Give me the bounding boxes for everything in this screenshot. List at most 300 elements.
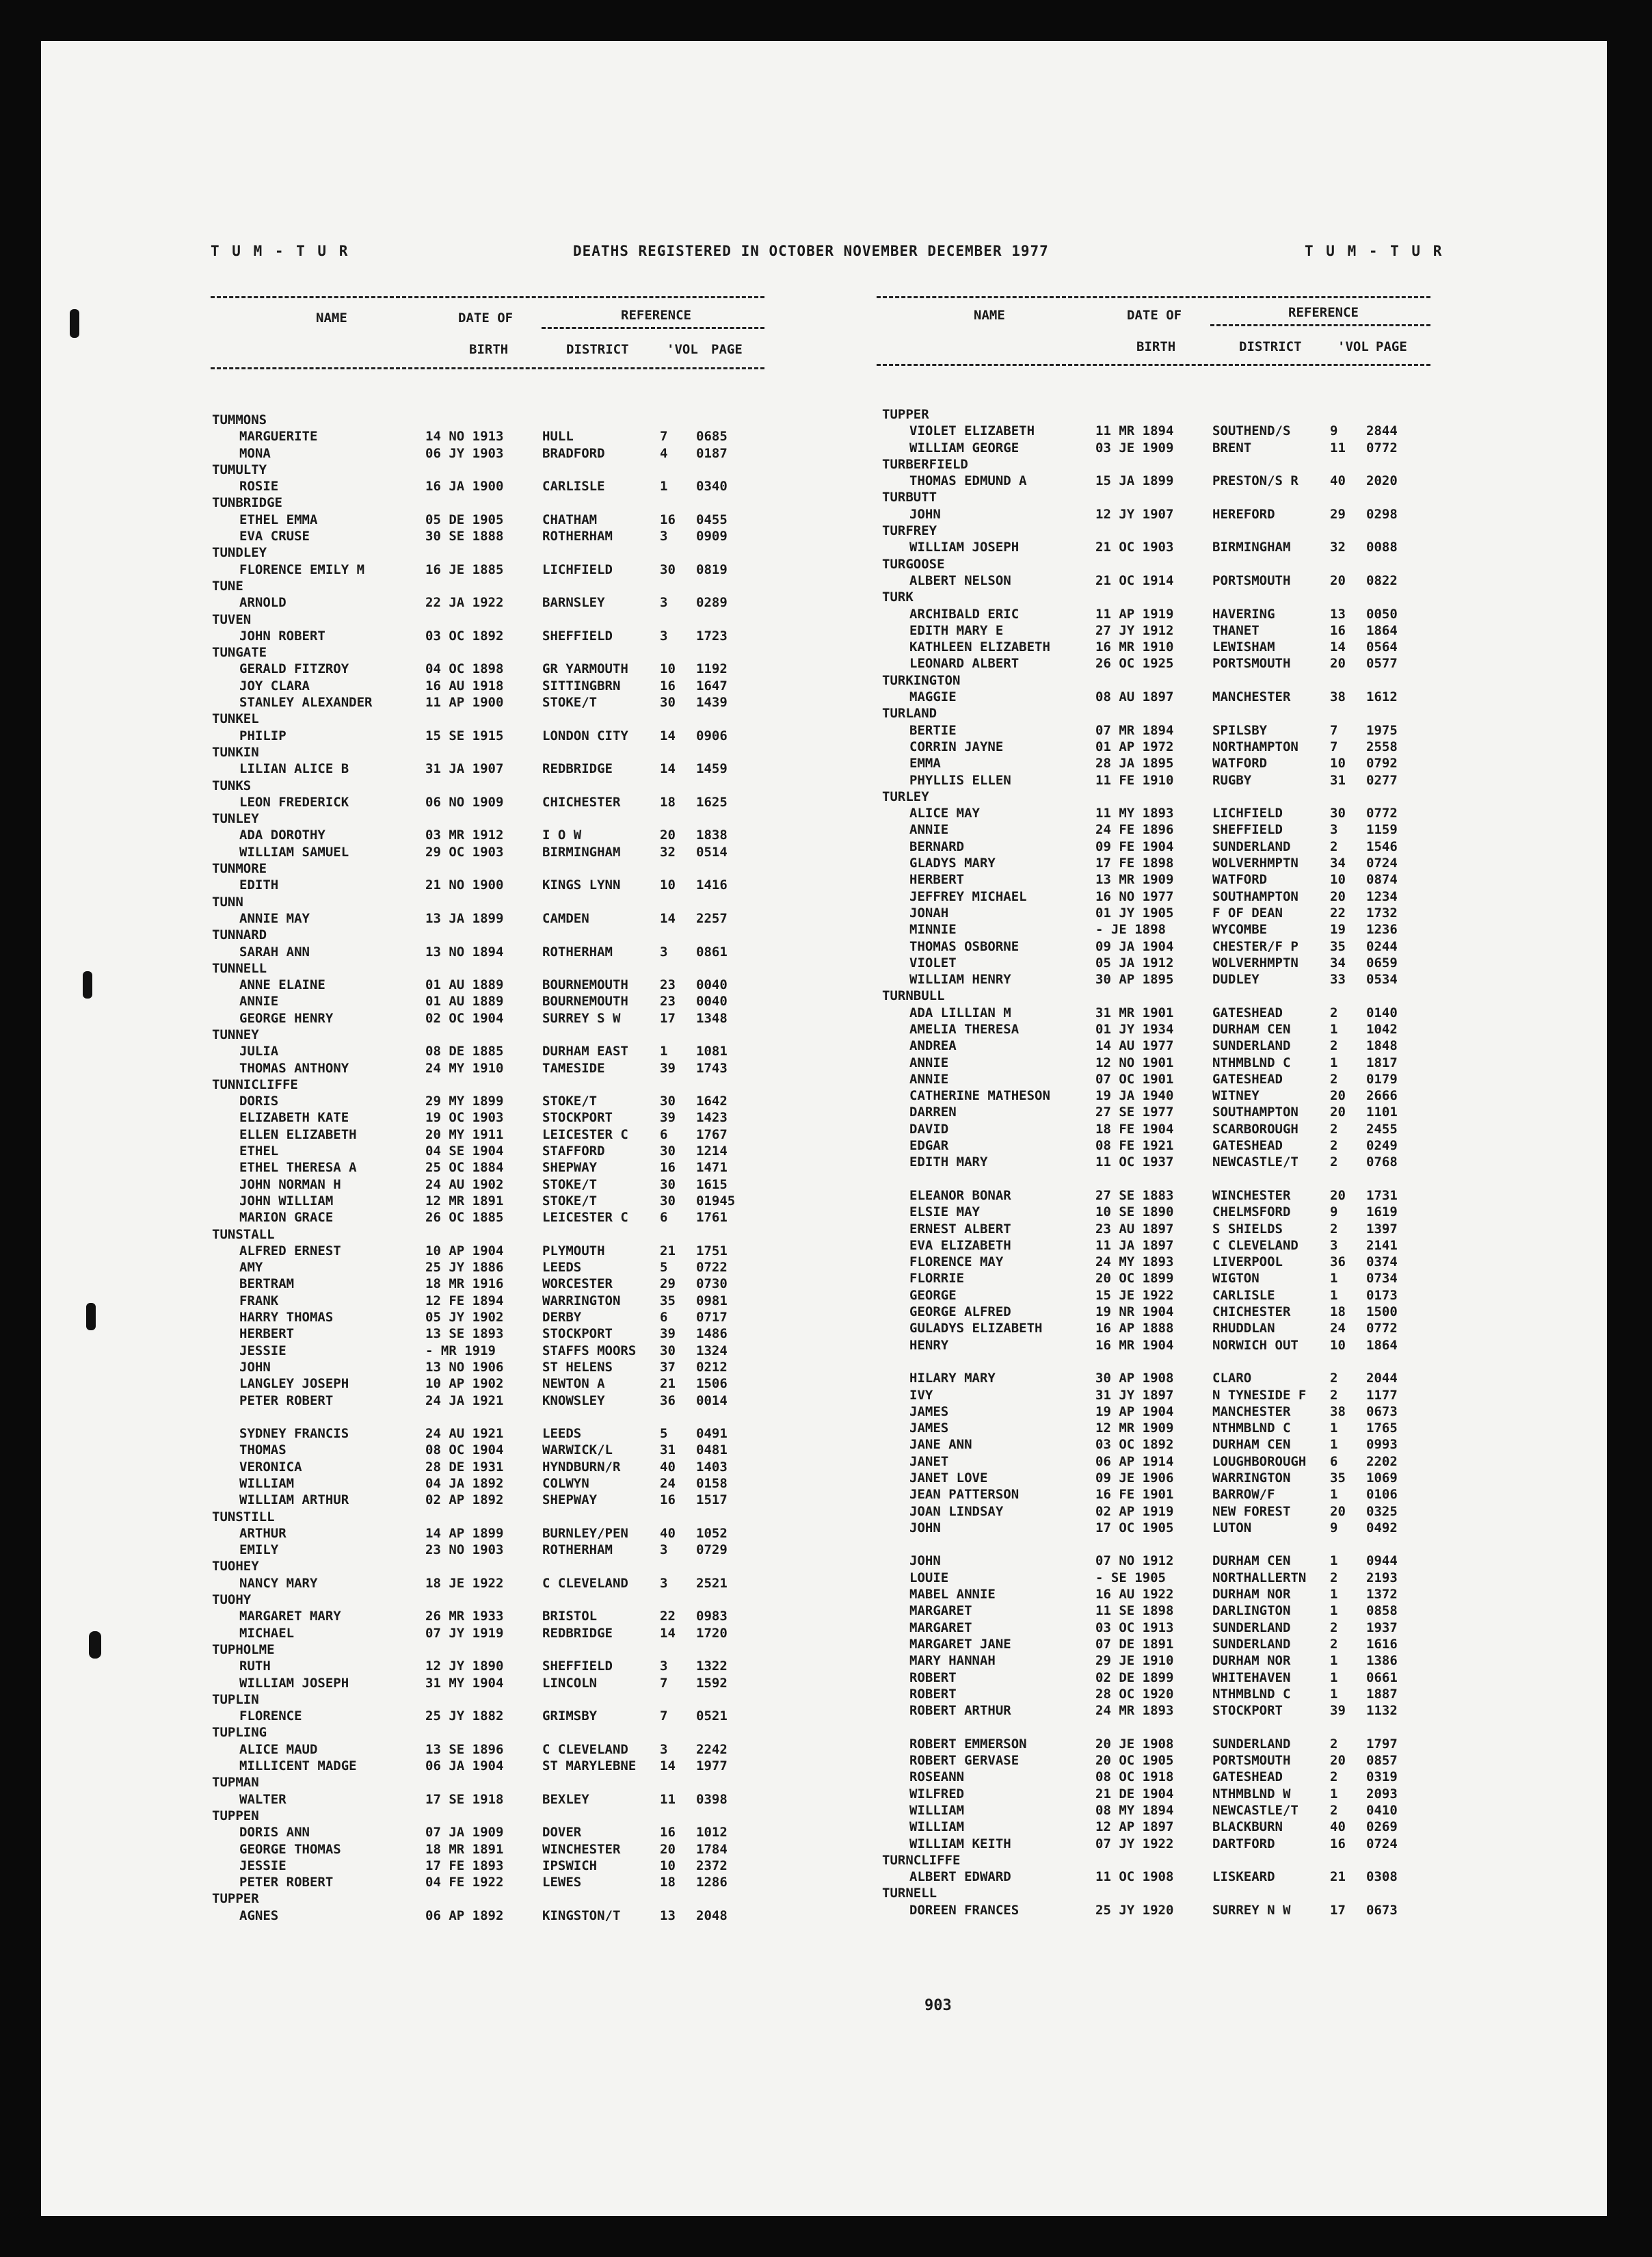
volume: 39 (660, 1326, 676, 1342)
district: SHEFFIELD (542, 628, 613, 644)
forenames: JAMES (909, 1421, 949, 1436)
date-of-birth: 03 JE 1909 (1095, 440, 1174, 456)
date-of-birth: 03 MR 1912 (425, 828, 504, 843)
volume: 3 (660, 628, 668, 644)
district: SCARBOROUGH (1212, 1121, 1298, 1137)
forenames: MARGUERITE (239, 429, 318, 445)
forenames: FLORRIE (909, 1271, 965, 1286)
forenames: JANET (909, 1453, 949, 1469)
district: STOKE/T (542, 1193, 598, 1209)
page-ref: 1286 (696, 1875, 728, 1890)
date-of-birth: 29 JE 1910 (1095, 1653, 1174, 1669)
district: SUNDERLAND (1212, 1620, 1291, 1635)
date-of-birth: 16 AU 1922 (1095, 1587, 1174, 1602)
forenames: JULIA (239, 1044, 279, 1059)
page-ref: 0722 (696, 1260, 728, 1276)
page-ref: 0244 (1366, 938, 1398, 954)
district: HYNDBURN/R (542, 1459, 621, 1475)
page-ref: 0481 (696, 1442, 728, 1458)
forenames: MAGGIE (909, 689, 957, 705)
page-ref: 0088 (1366, 540, 1398, 555)
page-ref: 0534 (1366, 972, 1398, 988)
page-ref: 1848 (1366, 1038, 1398, 1054)
forenames: ROBERT GERVASE (909, 1753, 1020, 1769)
forenames: MARGARET JANE (909, 1636, 1011, 1652)
date-of-birth: 01 JY 1905 (1095, 905, 1174, 921)
district: DARTFORD (1212, 1836, 1275, 1851)
page-ref: 0514 (696, 844, 728, 860)
district: HAVERING (1212, 606, 1275, 622)
forenames: THOMAS EDMUND A (909, 473, 1027, 489)
district: SHEPWAY (542, 1492, 598, 1508)
volume: 2 (1330, 1071, 1338, 1087)
volume: 1 (1330, 1421, 1338, 1436)
forenames: LANGLEY JOSEPH (239, 1376, 349, 1392)
forenames: JANET LOVE (909, 1470, 988, 1486)
date-of-birth: 10 SE 1890 (1095, 1204, 1174, 1220)
forenames: RUTH (239, 1659, 271, 1674)
left-heading-vol: 'VOL (667, 342, 698, 357)
volume: 20 (1330, 1187, 1346, 1203)
page-ref: 2193 (1366, 1570, 1398, 1585)
forenames: WILLIAM KEITH (909, 1836, 1011, 1851)
page-ref: 1743 (696, 1060, 728, 1076)
page-ref: 1615 (696, 1176, 728, 1192)
date-of-birth: 19 JA 1940 (1095, 1088, 1174, 1104)
district: SPILSBY (1212, 722, 1268, 738)
district: N TYNESIDE F (1212, 1387, 1307, 1403)
surname: TUOHEY (212, 1559, 259, 1574)
date-of-birth: 25 JY 1886 (425, 1260, 504, 1276)
forenames: MINNIE (909, 922, 957, 938)
forenames: JONAH (909, 905, 949, 921)
surname: TUMMONS (212, 412, 267, 427)
forenames: JOHN (909, 1520, 941, 1535)
page-ref: 1234 (1366, 888, 1398, 904)
page-ref: 1069 (1366, 1470, 1398, 1486)
forenames: JOAN LINDSAY (909, 1503, 1004, 1519)
page-ref: 0734 (1366, 1271, 1398, 1286)
page-ref: 1397 (1366, 1221, 1398, 1237)
district: LOUGHBOROUGH (1212, 1453, 1307, 1469)
date-of-birth: 02 AP 1892 (425, 1492, 504, 1508)
forenames: JOY CLARA (239, 678, 310, 694)
forenames: ANNIE (909, 1055, 949, 1070)
date-of-birth: 29 MY 1899 (425, 1094, 504, 1109)
forenames: ANDREA (909, 1038, 957, 1054)
right-heading-reference: REFERENCE (1288, 305, 1359, 320)
page-ref: 0661 (1366, 1669, 1398, 1685)
district: NORTHAMPTON (1212, 739, 1298, 754)
date-of-birth: 20 OC 1899 (1095, 1271, 1174, 1286)
district: PORTSMOUTH (1212, 572, 1291, 588)
district: RUGBY (1212, 772, 1252, 788)
date-of-birth: 19 NR 1904 (1095, 1304, 1174, 1320)
page-ref: 0340 (696, 479, 728, 494)
volume: 1 (1330, 1487, 1338, 1503)
district: DURHAM NOR (1212, 1653, 1291, 1669)
volume: 1 (1330, 1587, 1338, 1602)
volume: 1 (1330, 1553, 1338, 1569)
date-of-birth: 18 JE 1922 (425, 1575, 504, 1591)
district: ROTHERHAM (542, 1542, 613, 1558)
page-ref: 0140 (1366, 1005, 1398, 1020)
volume: 14 (660, 1625, 676, 1641)
surname: TURNCLIFFE (882, 1852, 961, 1868)
right-heading-rule-top (877, 296, 1430, 298)
page-ref: 0909 (696, 529, 728, 544)
forenames: THOMAS ANTHONY (239, 1060, 349, 1076)
date-of-birth: 23 AU 1897 (1095, 1221, 1174, 1237)
district: BARNSLEY (542, 595, 605, 611)
district: CHICHESTER (1212, 1304, 1291, 1320)
district: LICHFIELD (1212, 806, 1283, 821)
date-of-birth: 15 JA 1899 (1095, 473, 1174, 489)
volume: 30 (660, 1343, 676, 1358)
volume: 18 (660, 1875, 676, 1890)
volume: 31 (1330, 772, 1346, 788)
surname: TUNKIN (212, 744, 259, 760)
page-ref: 2141 (1366, 1237, 1398, 1253)
date-of-birth: 26 OC 1885 (425, 1210, 504, 1226)
page-ref: 1517 (696, 1492, 728, 1508)
page-ref: 1864 (1366, 1337, 1398, 1353)
date-of-birth: 24 MY 1893 (1095, 1254, 1174, 1270)
date-of-birth: 25 JY 1920 (1095, 1902, 1174, 1918)
volume: 2 (1330, 1005, 1338, 1020)
district: S SHIELDS (1212, 1221, 1283, 1237)
date-of-birth: 08 MY 1894 (1095, 1802, 1174, 1818)
forenames: HILARY MARY (909, 1371, 996, 1386)
date-of-birth: 04 SE 1904 (425, 1144, 504, 1159)
volume: 16 (660, 1160, 676, 1176)
volume: 20 (660, 1841, 676, 1857)
page-ref: 2844 (1366, 423, 1398, 439)
forenames: ETHEL EMMA (239, 512, 318, 527)
date-of-birth: - MR 1919 (425, 1343, 496, 1358)
forenames: PETER ROBERT (239, 1875, 334, 1890)
volume: 37 (660, 1359, 676, 1375)
date-of-birth: 15 SE 1915 (425, 728, 504, 743)
page-ref: 0564 (1366, 639, 1398, 655)
page-ref: 1459 (696, 761, 728, 777)
forenames: GEORGE (909, 1287, 957, 1303)
volume: 30 (660, 1176, 676, 1192)
forenames: HERBERT (239, 1326, 295, 1342)
volume: 7 (660, 429, 668, 445)
page-ref: 0983 (696, 1609, 728, 1624)
volume: 10 (1330, 872, 1346, 888)
forenames: VERONICA (239, 1459, 302, 1475)
forenames: MILLICENT MADGE (239, 1758, 357, 1774)
date-of-birth: 07 NO 1912 (1095, 1553, 1174, 1569)
volume: 36 (660, 1393, 676, 1408)
right-heading-page: PAGE (1376, 339, 1407, 354)
district: STOKE/T (542, 695, 598, 711)
district: SURREY N W (1212, 1902, 1291, 1918)
date-of-birth: 21 OC 1903 (1095, 540, 1174, 555)
date-of-birth: 07 DE 1891 (1095, 1636, 1174, 1652)
page-ref: 1132 (1366, 1703, 1398, 1719)
volume: 7 (1330, 739, 1338, 754)
district: GATESHEAD (1212, 1071, 1283, 1087)
volume: 39 (1330, 1703, 1346, 1719)
district: I O W (542, 828, 582, 843)
forenames: IVY (909, 1387, 933, 1403)
district: WARRINGTON (542, 1293, 621, 1308)
district: WINCHESTER (1212, 1187, 1291, 1203)
district: SUNDERLAND (1212, 839, 1291, 854)
surname: TUPHOLME (212, 1641, 275, 1657)
district: ROTHERHAM (542, 529, 613, 544)
page-ref: 0374 (1366, 1254, 1398, 1270)
district: CHELMSFORD (1212, 1204, 1291, 1220)
surname: TUNSTALL (212, 1226, 275, 1242)
forenames: ELLEN ELIZABETH (239, 1126, 357, 1142)
volume: 17 (660, 1010, 676, 1026)
page-ref: 0822 (1366, 572, 1398, 588)
date-of-birth: 10 AP 1902 (425, 1376, 504, 1392)
date-of-birth: 24 MR 1893 (1095, 1703, 1174, 1719)
forenames: LEON FREDERICK (239, 794, 349, 810)
district: STOCKPORT (542, 1110, 613, 1126)
date-of-birth: 11 AP 1919 (1095, 606, 1174, 622)
district: ROTHERHAM (542, 944, 613, 960)
date-of-birth: 12 MR 1891 (425, 1193, 504, 1209)
volume: 9 (1330, 1520, 1338, 1535)
surname: TURBUTT (882, 490, 937, 505)
district: GRIMSBY (542, 1708, 598, 1724)
forenames: JAMES (909, 1403, 949, 1419)
date-of-birth: 13 NO 1906 (425, 1359, 504, 1375)
district: CLARO (1212, 1371, 1252, 1386)
district: NORWICH OUT (1212, 1337, 1298, 1353)
forenames: THOMAS OSBORNE (909, 938, 1020, 954)
page-ref: 0179 (1366, 1071, 1398, 1087)
district: REDBRIDGE (542, 1625, 613, 1641)
forenames: JOHN WILLIAM (239, 1193, 334, 1209)
volume: 9 (1330, 423, 1338, 439)
district: ST HELENS (542, 1359, 613, 1375)
date-of-birth: 14 NO 1913 (425, 429, 504, 445)
date-of-birth: 07 MR 1894 (1095, 722, 1174, 738)
volume: 3 (1330, 1237, 1338, 1253)
page-ref: 1322 (696, 1659, 728, 1674)
page-ref: 1619 (1366, 1204, 1398, 1220)
page-ref: 1731 (1366, 1187, 1398, 1203)
volume: 22 (660, 1609, 676, 1624)
page-ref: 0249 (1366, 1138, 1398, 1154)
forenames: ALICE MAUD (239, 1741, 318, 1757)
district: LEWISHAM (1212, 639, 1275, 655)
page-ref: 0212 (696, 1359, 728, 1375)
date-of-birth: 22 JA 1922 (425, 595, 504, 611)
page-ref: 1977 (696, 1758, 728, 1774)
forenames: CORRIN JAYNE (909, 739, 1004, 754)
volume: 23 (660, 977, 676, 993)
page-ref: 0187 (696, 445, 728, 461)
date-of-birth: 08 FE 1921 (1095, 1138, 1174, 1154)
volume: 20 (1330, 572, 1346, 588)
forenames: MICHAEL (239, 1625, 295, 1641)
forenames: EMILY (239, 1542, 279, 1558)
district: NTHMBLND C (1212, 1055, 1291, 1070)
district: STAFFS MOORS (542, 1343, 637, 1358)
surname: TUNNELL (212, 960, 267, 976)
right-heading-rule-bottom (877, 364, 1430, 366)
district: DURHAM CEN (1212, 1437, 1291, 1453)
page-ref: 1214 (696, 1144, 728, 1159)
page-ref: 0772 (1366, 440, 1398, 456)
district: KINGS LYNN (542, 877, 621, 893)
page-ref: 0410 (1366, 1802, 1398, 1818)
date-of-birth: 01 AP 1972 (1095, 739, 1174, 754)
left-heading-reference: REFERENCE (621, 308, 691, 323)
district: WARWICK/L (542, 1442, 613, 1458)
district: CHESTER/F P (1212, 938, 1298, 954)
date-of-birth: 20 JE 1908 (1095, 1736, 1174, 1752)
district: STAFFORD (542, 1144, 605, 1159)
forenames: ALICE MAY (909, 806, 980, 821)
district: WOLVERHMPTN (1212, 856, 1298, 871)
district: SHEPWAY (542, 1160, 598, 1176)
date-of-birth: 11 SE 1898 (1095, 1603, 1174, 1619)
district: PLYMOUTH (542, 1243, 605, 1258)
page-ref: 1236 (1366, 922, 1398, 938)
left-heading-name: NAME (316, 311, 347, 326)
district: DURHAM EAST (542, 1044, 628, 1059)
date-of-birth: 03 OC 1913 (1095, 1620, 1174, 1635)
left-heading-page: PAGE (711, 342, 743, 357)
volume: 1 (1330, 1603, 1338, 1619)
volume: 24 (660, 1476, 676, 1491)
forenames: ELSIE MAY (909, 1204, 980, 1220)
date-of-birth: 02 OC 1904 (425, 1010, 504, 1026)
surname: TUVEN (212, 611, 252, 627)
district: NTHMBLND C (1212, 1686, 1291, 1702)
date-of-birth: 09 JE 1906 (1095, 1470, 1174, 1486)
page-ref: 1797 (1366, 1736, 1398, 1752)
district: WHITEHAVEN (1212, 1669, 1291, 1685)
page-ref: 1471 (696, 1160, 728, 1176)
forenames: SYDNEY FRANCIS (239, 1426, 349, 1442)
date-of-birth: 02 AP 1919 (1095, 1503, 1174, 1519)
district: LUTON (1212, 1520, 1252, 1535)
forenames: BERTRAM (239, 1276, 295, 1292)
volume: 18 (1330, 1304, 1346, 1320)
forenames: ANNIE (909, 1071, 949, 1087)
district: SHEFFIELD (1212, 822, 1283, 838)
district: PRESTON/S R (1212, 473, 1298, 489)
volume: 10 (1330, 1337, 1346, 1353)
forenames: ALFRED ERNEST (239, 1243, 341, 1258)
page-ref: 1767 (696, 1126, 728, 1142)
district: ST MARYLEBNE (542, 1758, 637, 1774)
surname: TURLAND (882, 706, 937, 722)
page-ref: 2666 (1366, 1088, 1398, 1104)
forenames: AGNES (239, 1908, 279, 1923)
page-ref: 0269 (1366, 1819, 1398, 1835)
page-ref: 1416 (696, 877, 728, 893)
forenames: SARAH ANN (239, 944, 310, 960)
volume: 38 (1330, 689, 1346, 705)
district: SUNDERLAND (1212, 1038, 1291, 1054)
left-heading-rule-bottom (211, 367, 764, 369)
left-heading-district: DISTRICT (566, 342, 629, 357)
district: SOUTHAMPTON (1212, 888, 1298, 904)
volume: 24 (1330, 1321, 1346, 1336)
forenames: PETER ROBERT (239, 1393, 334, 1408)
date-of-birth: 16 MR 1910 (1095, 639, 1174, 655)
date-of-birth: 28 OC 1920 (1095, 1686, 1174, 1702)
right-heading-birth: BIRTH (1136, 339, 1176, 354)
page-ref: 0158 (696, 1476, 728, 1491)
page-ref: 1612 (1366, 689, 1398, 705)
volume: 6 (660, 1210, 668, 1226)
volume: 11 (1330, 440, 1346, 456)
page-ref: 0659 (1366, 955, 1398, 971)
page-ref: 1642 (696, 1094, 728, 1109)
district: NEW FOREST (1212, 1503, 1291, 1519)
surname: TUNMORE (212, 861, 267, 877)
district: C CLEVELAND (542, 1741, 628, 1757)
header-left-tag: T U M - T U R (211, 243, 350, 259)
volume: 10 (1330, 756, 1346, 771)
date-of-birth: 06 JY 1903 (425, 445, 504, 461)
forenames: AMELIA THERESA (909, 1021, 1020, 1037)
volume: 35 (1330, 938, 1346, 954)
right-heading-vol: 'VOL (1337, 339, 1369, 354)
date-of-birth: 28 DE 1931 (425, 1459, 504, 1475)
page-number: 903 (924, 1997, 952, 2014)
page-ref: 2048 (696, 1908, 728, 1923)
district: TAMESIDE (542, 1060, 605, 1076)
page-ref: 1751 (696, 1243, 728, 1258)
volume: 30 (660, 695, 676, 711)
forenames: CATHERINE MATHESON (909, 1088, 1050, 1104)
volume: 30 (660, 1193, 676, 1209)
page-ref: 1720 (696, 1625, 728, 1641)
volume: 20 (1330, 1105, 1346, 1120)
volume: 7 (1330, 722, 1338, 738)
volume: 30 (660, 562, 676, 577)
page-ref: 0768 (1366, 1154, 1398, 1170)
date-of-birth: 11 OC 1937 (1095, 1154, 1174, 1170)
page-ref: 1887 (1366, 1686, 1398, 1702)
surname: TUNLEY (212, 811, 259, 827)
district: LINCOLN (542, 1675, 598, 1691)
forenames: GLADYS MARY (909, 856, 996, 871)
date-of-birth: 29 OC 1903 (425, 844, 504, 860)
district: CARLISLE (1212, 1287, 1275, 1303)
date-of-birth: 09 FE 1904 (1095, 839, 1174, 854)
forenames: MARGARET (909, 1603, 972, 1619)
volume: 1 (1330, 1437, 1338, 1453)
page-ref: 0289 (696, 595, 728, 611)
page-ref: 0724 (1366, 856, 1398, 871)
district: DOVER (542, 1825, 582, 1840)
punch-hole (83, 971, 92, 999)
forenames: FLORENCE (239, 1708, 302, 1724)
district: WARRINGTON (1212, 1470, 1291, 1486)
page-ref: 0730 (696, 1276, 728, 1292)
page-ref: 0861 (696, 944, 728, 960)
forenames: HARRY THOMAS (239, 1310, 334, 1325)
date-of-birth: 06 NO 1909 (425, 794, 504, 810)
forenames: ROBERT ARTHUR (909, 1703, 1011, 1719)
volume: 35 (1330, 1470, 1346, 1486)
forenames: VIOLET ELIZABETH (909, 423, 1035, 439)
